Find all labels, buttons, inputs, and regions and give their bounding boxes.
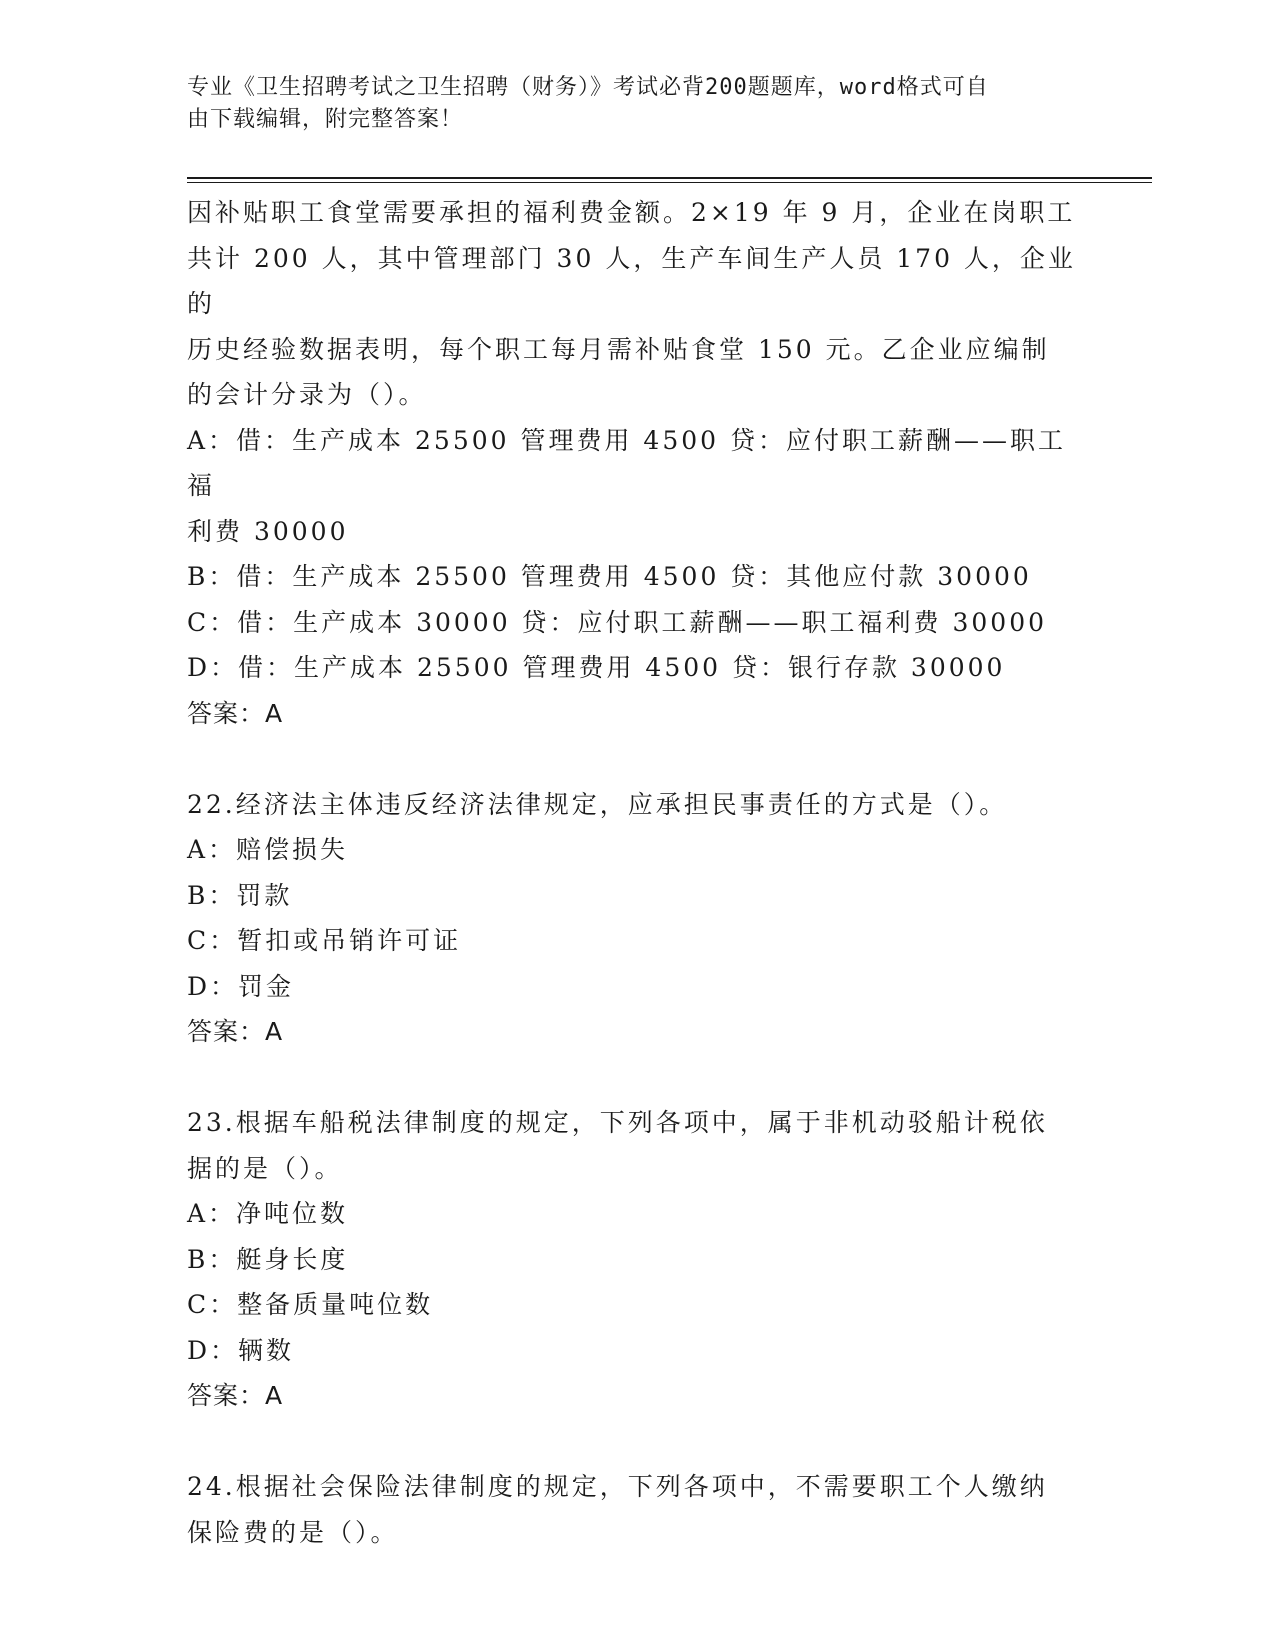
question-stem-line: 历史经验数据表明，每个职工每月需补贴食堂 150 元。乙企业应编制 bbox=[187, 334, 1050, 364]
question-stem-line: 的会计分录为（）。 bbox=[187, 380, 427, 409]
document-body bbox=[187, 190, 1087, 1555]
question-23 bbox=[187, 1100, 1087, 1419]
answer-label: 答案：A bbox=[187, 1381, 284, 1410]
header-line-1: 专业《卫生招聘考试之卫生招聘（财务）》考试必背200题题库，word格式可自 bbox=[187, 75, 989, 100]
question-stem-line: 因补贴职工食堂需要承担的福利费金额。2×19 年 9 月，企业在岗职工 bbox=[187, 198, 1076, 227]
header-divider-thin bbox=[187, 182, 1152, 183]
option-a: A：借：生产成本 25500 管理费用 4500 贷：应付职工薪酬——职工福 bbox=[187, 425, 1066, 500]
option-c: C：借：生产成本 30000 贷：应付职工薪酬——职工福利费 30000 bbox=[187, 607, 1048, 637]
option-a: A：赔偿损失 bbox=[187, 835, 349, 864]
option-d: D：辆数 bbox=[187, 1335, 295, 1365]
option-b: B：借：生产成本 25500 管理费用 4500 贷：其他应付款 30000 bbox=[187, 562, 1032, 591]
option-c: C：整备质量吨位数 bbox=[187, 1290, 434, 1319]
option-c: C：暂扣或吊销许可证 bbox=[187, 926, 462, 955]
question-spacer bbox=[187, 1419, 1087, 1465]
option-b: B：罚款 bbox=[187, 880, 293, 910]
question-stem-line: 保险费的是（）。 bbox=[187, 1517, 399, 1547]
answer-label: 答案：A bbox=[187, 698, 284, 728]
option-a: A：净吨位数 bbox=[187, 1199, 349, 1228]
option-a-continued: 利费 30000 bbox=[187, 516, 349, 546]
question-stem-line: 共计 200 人，其中管理部门 30 人，生产车间生产人员 170 人，企业的 bbox=[187, 243, 1076, 318]
option-d: D：罚金 bbox=[187, 971, 295, 1001]
question-spacer bbox=[187, 736, 1087, 782]
question-stem-line: 22.经济法主体违反经济法律规定，应承担民事责任的方式是（）。 bbox=[187, 789, 1008, 819]
header-line-2: 由下载编辑，附完整答案！ bbox=[187, 107, 464, 132]
question-spacer bbox=[187, 1055, 1087, 1101]
header-divider-thick bbox=[187, 177, 1152, 179]
document-header bbox=[187, 72, 1067, 136]
question-stem-line: 据的是（）。 bbox=[187, 1153, 343, 1183]
question-21 bbox=[187, 190, 1087, 736]
answer-label: 答案：A bbox=[187, 1017, 284, 1046]
option-d: D：借：生产成本 25500 管理费用 4500 贷：银行存款 30000 bbox=[187, 653, 1006, 682]
question-stem-line: 23.根据车船税法律制度的规定，下列各项中，属于非机动驳船计税依 bbox=[187, 1108, 1048, 1137]
option-b: B：艇身长度 bbox=[187, 1244, 349, 1274]
question-22 bbox=[187, 782, 1087, 1055]
question-stem-line: 24.根据社会保险法律制度的规定，下列各项中，不需要职工个人缴纳 bbox=[187, 1472, 1048, 1501]
question-24 bbox=[187, 1464, 1087, 1555]
